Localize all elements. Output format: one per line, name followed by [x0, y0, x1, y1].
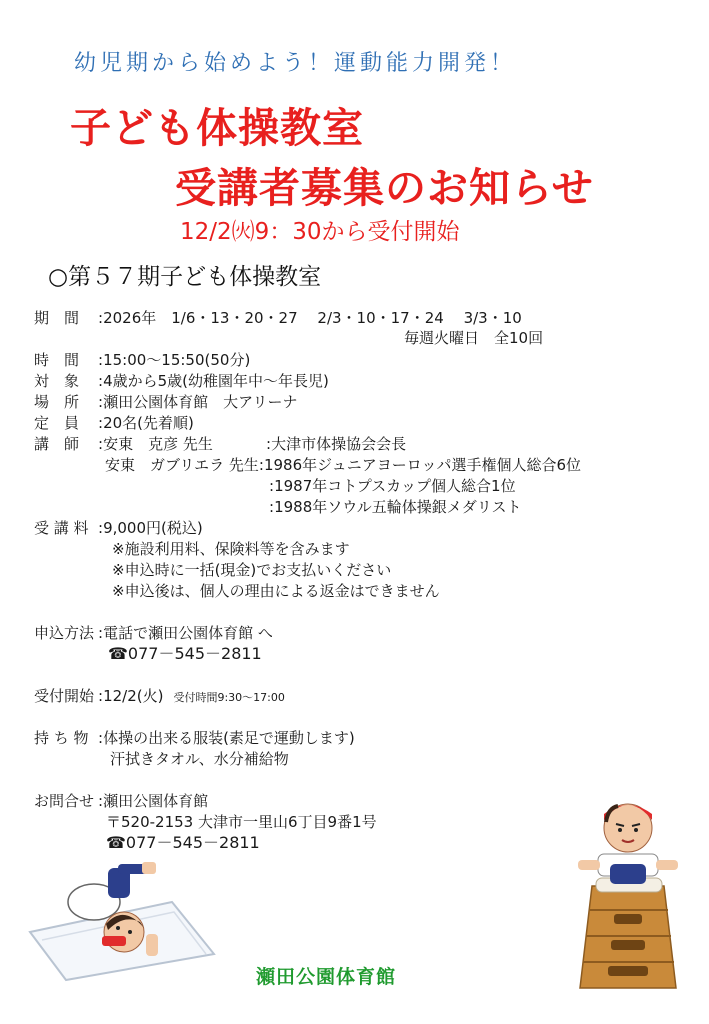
reception-open: 12/2㈫9：30から受付開始 [180, 219, 460, 245]
reception-hours: 受付時間9:30～17:00 [173, 691, 285, 704]
apply-row: 申込方法 :電話で瀬田公園体育館 へ [34, 624, 273, 642]
capacity-label: 定 員 [34, 414, 80, 432]
fee-value: 9,000円(税込) [103, 519, 203, 537]
instructor-name2: 安東 ガブリエラ 先生:1986年ジュニアヨーロッパ選手権個人総合6位 [105, 456, 582, 474]
target-label: 対 象 [34, 372, 80, 390]
belongings-value: 体操の出来る服装(素足で運動します) [103, 729, 355, 747]
fee-note1: ※施設利用料、保険料等を含みます [112, 540, 350, 558]
fee-note3: ※申込後は、個人の理由による返金はできません [112, 582, 440, 600]
place-row: 場 所 :瀬田公園体育館 大アリーナ [34, 393, 298, 411]
contact-address: 〒520-2153 大津市一里山6丁目9番1号 [106, 813, 377, 831]
belongings-value2: 汗拭きタオル、水分補給物 [110, 750, 289, 768]
reception-label: 受付開始 [34, 687, 95, 705]
contact-label: お問合せ [34, 792, 95, 810]
period-row: 期 間 :2026年 1/6・13・20・27 2/3・10・17・24 3/3・10 [34, 309, 522, 327]
tagline: 幼児期から始めよう！運動能力開発！ [74, 51, 517, 76]
time-label: 時 間 [34, 351, 80, 369]
title-line1: 子ども体操教室 [70, 104, 364, 152]
reception-value: 12/2(火) [103, 687, 164, 705]
belongings-label: 持 ち 物 [34, 729, 89, 747]
forward-roll-illustration [22, 862, 222, 992]
period-note: 毎週火曜日 全10回 [404, 329, 544, 347]
capacity-row: 定 員 :20名(先着順) [34, 414, 194, 432]
instructor-role3: :1987年コトプスカップ個人総合1位 [269, 477, 516, 495]
period-value: 2026年 1/6・13・20・27 2/3・10・17・24 3/3・10 [103, 309, 522, 327]
place-value: 瀬田公園体育館 大アリーナ [103, 393, 298, 411]
target-value: 4歳から5歳(幼稚園年中～年長児) [103, 372, 329, 390]
title-line2: 受講者募集のお知らせ [175, 164, 594, 212]
instructor-row: 講 師 :安東 克彦 先生 [34, 435, 213, 453]
contact-phone: ☎077－545－2811 [106, 833, 260, 852]
belongings-row: 持 ち 物 :体操の出来る服装(素足で運動します) [34, 729, 355, 747]
vaulting-box-illustration [578, 790, 688, 990]
target-row: 対 象 :4歳から5歳(幼稚園年中～年長児) [34, 372, 329, 390]
instructor-role1: :大津市体操協会会長 [266, 435, 407, 453]
time-value: 15:00～15:50(50分) [103, 351, 251, 369]
fee-label: 受 講 料 [34, 519, 89, 537]
apply-phone: ☎077－545－2811 [108, 644, 262, 663]
section-title: ○第５７期子ども体操教室 [48, 264, 322, 290]
reception-row: 受付開始 :12/2(火) 受付時間9:30～17:00 [34, 687, 285, 705]
fee-row: 受 講 料 :9,000円(税込) [34, 519, 203, 537]
footer-facility-name: 瀬田公園体育館 [256, 966, 397, 988]
instructor-name1: 安東 克彦 先生 [103, 435, 213, 453]
time-row: 時 間 :15:00～15:50(50分) [34, 351, 251, 369]
contact-row: お問合せ :瀬田公園体育館 [34, 792, 209, 810]
apply-value: 電話で瀬田公園体育館 へ [103, 624, 273, 642]
instructor-role4: :1988年ソウル五輪体操銀メダリスト [269, 498, 522, 516]
period-label: 期 間 [34, 309, 80, 327]
fee-note2: ※申込時に一括(現金)でお支払いください [112, 561, 392, 579]
instructor-label: 講 師 [34, 435, 80, 453]
contact-name: 瀬田公園体育館 [103, 792, 209, 810]
capacity-value: 20名(先着順) [103, 414, 194, 432]
place-label: 場 所 [34, 393, 80, 411]
apply-label: 申込方法 [34, 624, 95, 642]
